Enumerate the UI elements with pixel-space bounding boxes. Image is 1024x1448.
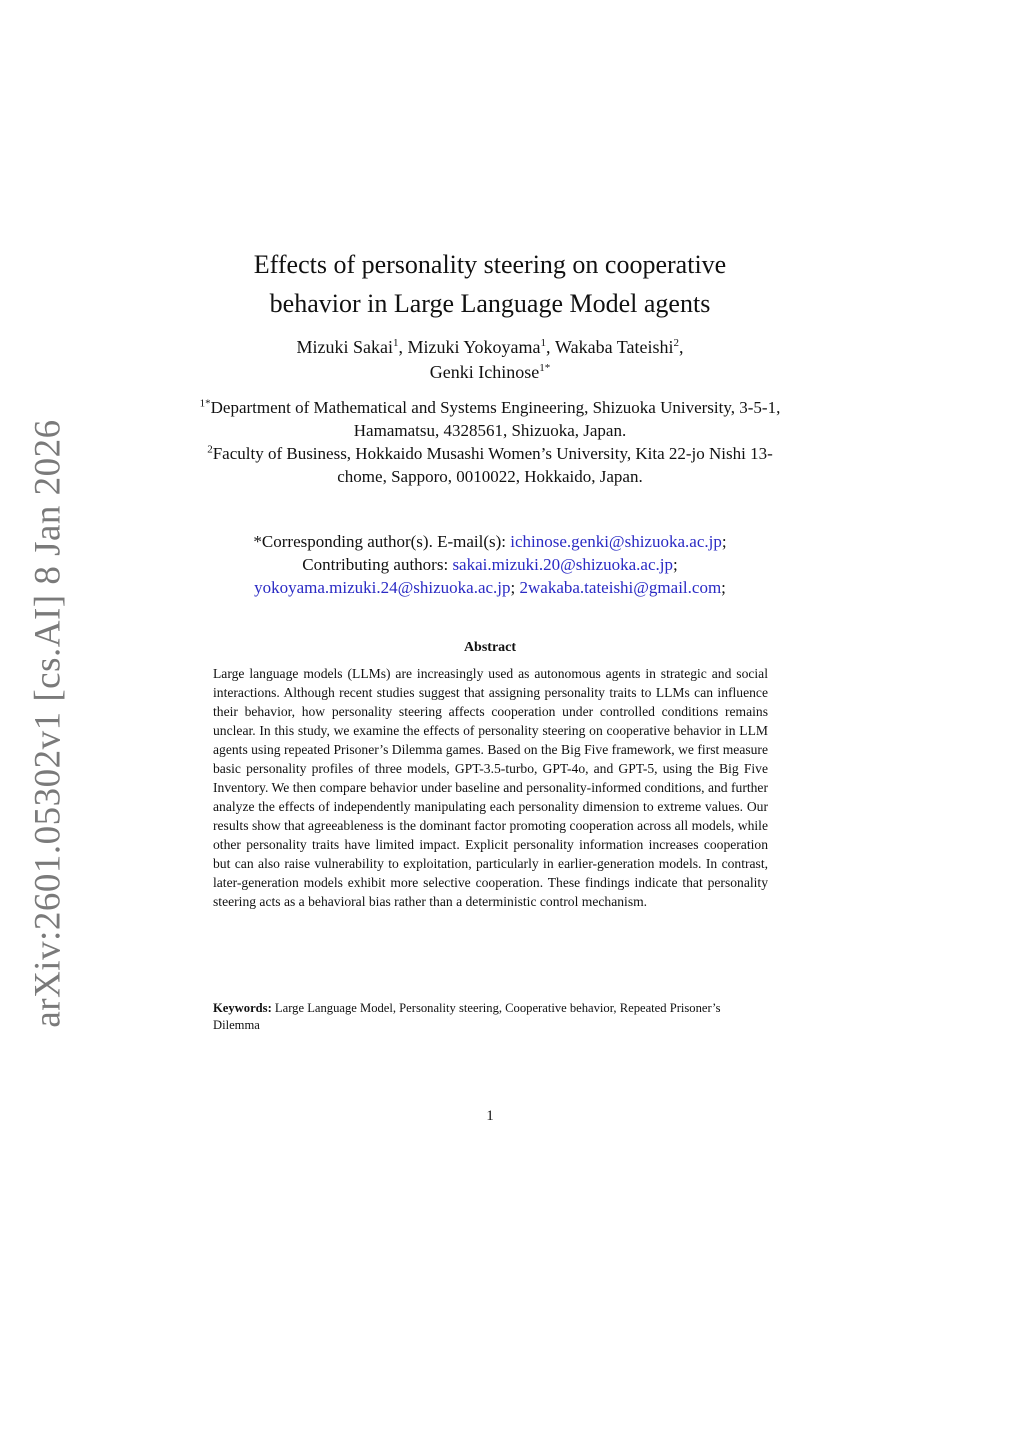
affiliation-list <box>190 396 790 488</box>
author: Wakaba Tateishi$^2$, <box>555 337 684 357</box>
author <box>430 362 550 382</box>
page-number: 1 <box>486 1108 494 1124</box>
abstract-text: Large language models (LLMs) are increasingly used as autonomous agents in strategic and social interactions. Although recent studies suggest that assigning personality traits to LLMs can influence their behavior, how personality steering affects cooperation under controlled conditions remains unclear. In this study, we examine the effects of personality steering on cooperative behavior in LLM agents using repeated Prisoner’s Dilemma games. Based on the Big Five framework, we first measure basic personality profiles of three models, GPT-3.5-turbo, GPT-4o, and GPT-5, using the Big Five Inventory. We then compare behavior under baseline and personality-informed conditions, and further analyze the effects of independently manipulating each personality dimension to extreme values. Our results show that agreeableness is the dominant factor promoting cooperation across all models, while other personality traits have limited impact. Explicit personality information increases cooperation but can also raise vulnerability to exploitation, particularly in earlier-generation models. In contrast, later-generation models exhibit more selective cooperation. These findings indicate that personality steering acts as a behavioral bias rather than a deterministic control mechanism. <box>213 666 768 909</box>
contributing-label: Contributing authors: <box>302 555 449 574</box>
author-name: Genki Ichinose <box>429 362 540 382</box>
keywords <box>213 1000 768 1034</box>
author-list <box>190 335 790 385</box>
contributing-email-link[interactable]: sakai.mizuki.20@shizuoka.ac.jp <box>452 555 673 574</box>
title-line-1: Effects of personality steering on cooperative <box>253 250 727 280</box>
keywords-label: Keywords: <box>213 1001 272 1015</box>
affiliation-text: Department of Mathematical and Systems Engineering, Shizuoka University, 3-5-1, Hamamatsu, 4328561, Shizuoka, Japan. <box>210 398 781 440</box>
author-affil-mark: 2 <box>673 337 679 349</box>
author-name: Wakaba Tateishi <box>555 337 674 357</box>
affiliation-mark: 1* <box>199 397 211 410</box>
affiliation-mark: 2 <box>207 443 213 456</box>
abstract-heading: Abstract <box>463 640 517 655</box>
contributing-email-link[interactable]: yokoyama.mizuki.24@shizuoka.ac.jp <box>254 578 511 597</box>
contributing-email-link[interactable]: 2wakaba.tateishi@gmail.com <box>519 578 722 597</box>
author: Mizuki Sakai$^1$, <box>296 337 408 357</box>
affiliation-text: Faculty of Business, Hokkaido Musashi Women’s University, Kita 22-jo Nishi 13-chome, Sapporo, 0010022, Hokkaido, Japan. <box>212 444 773 486</box>
corresponding-email-link[interactable]: ichinose.genki@shizuoka.ac.jp <box>510 532 722 551</box>
arxiv-identifier: arXiv:2601.05302v1 [cs.AI] 8 Jan 2026 <box>27 418 69 1028</box>
correspondence-block: *Corresponding author(s). E-mail(s): ichinose.genki@shizuoka.ac.jp; Contributing authors: sakai.mizuki.20@shizuoka.ac.jp; yokoyama.mizuki.24@shizuoka.ac.jp; 2wakaba.tateishi@gmail.com; <box>253 532 727 597</box>
author-affil-mark: 1* <box>539 362 551 374</box>
keywords-text: Large Language Model, Personality steering, Cooperative behavior, Repeated Prisoner’s Dilemma <box>213 1001 721 1032</box>
author-affil-mark: 1 <box>540 337 547 349</box>
affiliation <box>190 442 790 488</box>
author-affil-mark: 1 <box>393 337 399 349</box>
author: Mizuki Yokoyama$^1$, <box>407 337 556 357</box>
title-line-2: behavior in Large Language Model agents <box>269 289 711 319</box>
paper-title <box>190 245 790 323</box>
author-name: Mizuki Yokoyama <box>407 337 541 357</box>
corresponding-label: *Corresponding author(s). E-mail(s): <box>253 532 507 551</box>
arxiv-stamp <box>18 418 78 1028</box>
author-name: Mizuki Sakai <box>296 337 394 357</box>
affiliation <box>190 396 790 442</box>
